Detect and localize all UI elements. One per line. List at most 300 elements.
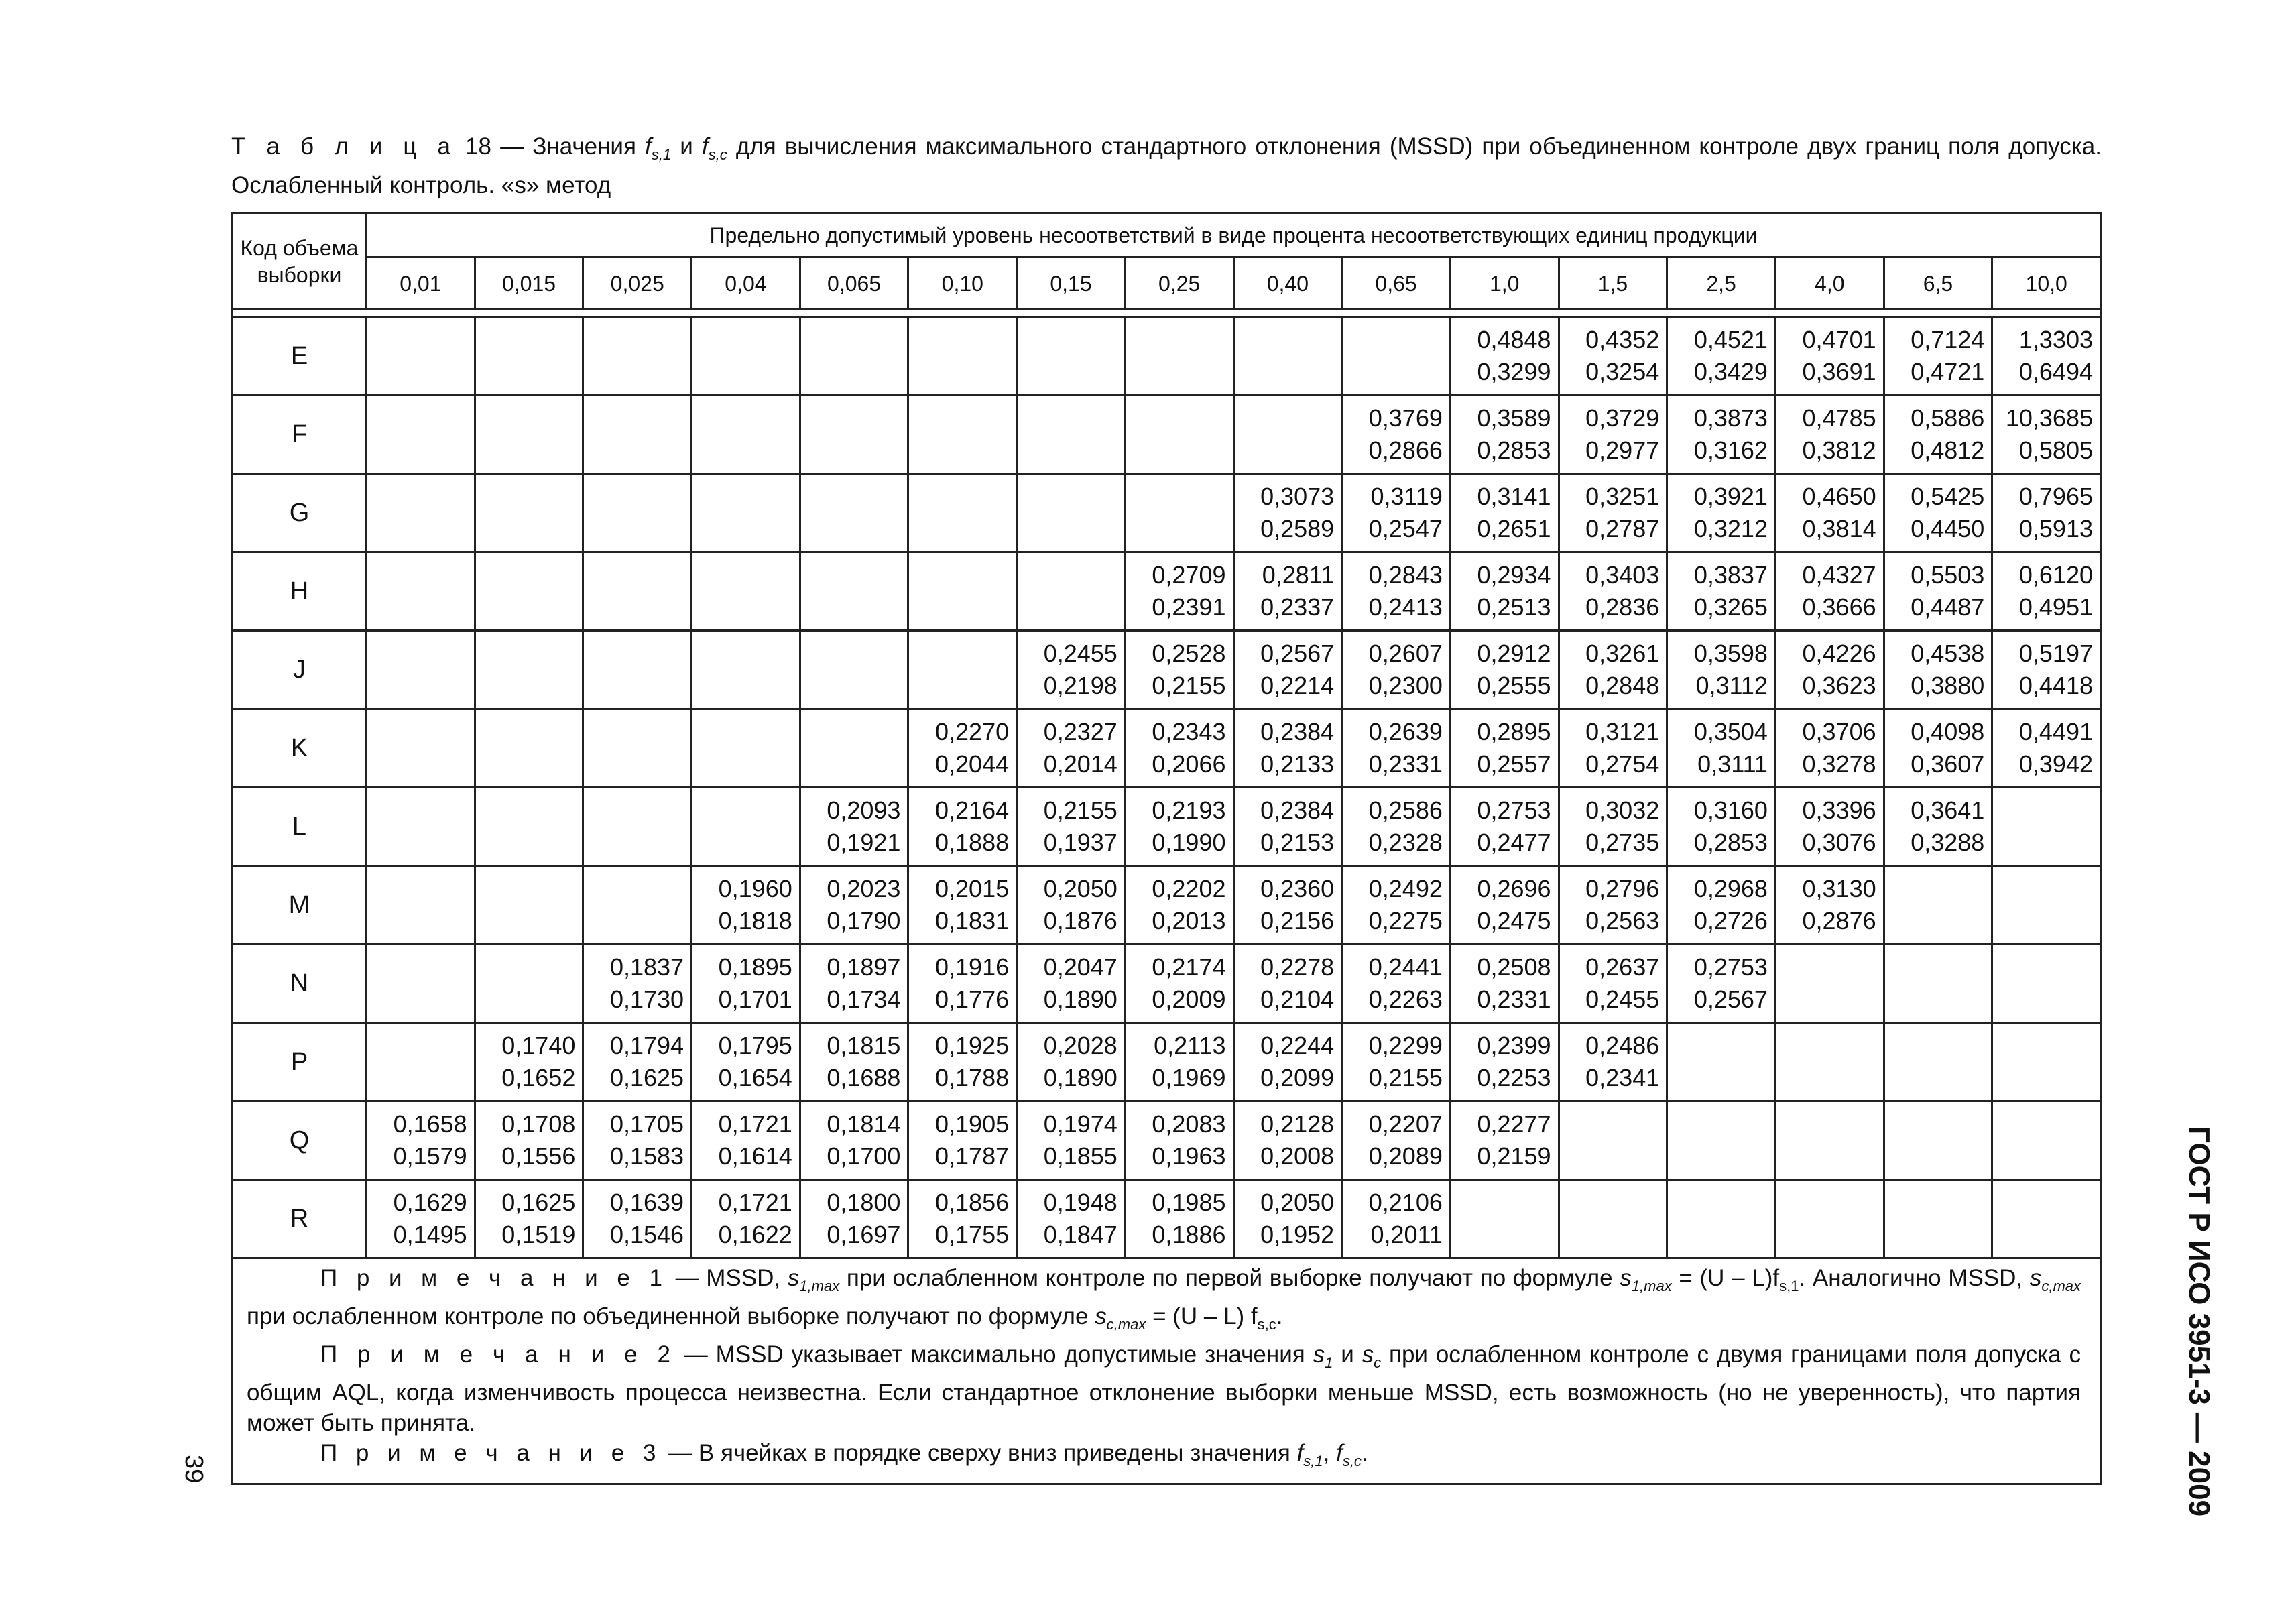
table-row [233,1101,2101,1180]
table-cell [1775,866,1884,945]
value-fsc: 0,3666 [1802,593,1876,621]
value-fs1: 0,4701 [1802,326,1876,353]
value-fsc: 0,2153 [1260,829,1335,856]
value-fsc: 0,2547 [1368,515,1443,542]
table-cell [475,631,583,709]
value-fsc: 0,3278 [1802,750,1876,778]
table-cell [908,945,1017,1023]
value-fsc: 0,3942 [2018,750,2093,778]
header-separator-cell [233,310,2101,317]
value-fs1: 0,2277 [1477,1110,1551,1138]
table-cell [1559,317,1667,396]
value-fsc: 0,1622 [718,1221,792,1248]
value-fs1: 0,2492 [1368,875,1443,902]
value-fsc: 0,1831 [935,907,1010,935]
table-cell [475,1023,583,1101]
value-fsc: 0,1876 [1043,907,1117,935]
value-fsc: 0,5913 [2018,515,2093,542]
value-fsc: 0,2475 [1477,907,1551,935]
table-cell [1017,552,1126,631]
table-cell [475,317,583,396]
table-cell [1884,1023,1992,1101]
table-cell [367,396,475,474]
table-cell [1125,1180,1233,1258]
value-fsc: 0,3429 [1693,358,1768,385]
value-fsc: 0,2044 [935,750,1010,778]
table-cell [800,631,908,709]
value-fs1: 0,3598 [1693,640,1768,667]
table-cell [908,396,1017,474]
table-cell [1884,1180,1992,1258]
table-cell [1233,396,1342,474]
value-fs1: 0,2567 [1260,640,1335,667]
value-fsc: 0,1652 [501,1064,576,1091]
table-cell [367,552,475,631]
value-fsc: 0,2300 [1368,672,1443,699]
value-fsc: 0,2455 [1585,985,1660,1013]
value-fsc: 0,2726 [1693,907,1768,935]
value-fsc: 0,3076 [1802,829,1876,856]
value-fs1: 0,2113 [1154,1032,1226,1059]
value-fsc: 0,3162 [1693,436,1768,464]
table-cell [1775,1180,1884,1258]
value-fs1: 0,2796 [1585,875,1660,902]
table-cell [583,1180,692,1258]
value-fsc: 0,2977 [1585,436,1660,464]
table-cell [692,552,800,631]
value-fs1: 0,4650 [1802,483,1876,510]
value-fsc: 0,4721 [1911,358,1985,385]
table-cell [367,1180,475,1258]
value-fsc: 0,3112 [1695,672,1768,699]
table-cell [367,788,475,866]
value-fs1: 0,5886 [1911,404,1985,432]
value-fs1: 0,3641 [1911,796,1985,824]
value-fs1: 0,1740 [501,1032,576,1059]
value-fs1: 0,3121 [1585,718,1660,745]
table-cell [800,1101,908,1180]
value-fs1: 0,7965 [2018,483,2093,510]
table-cell [1667,631,1776,709]
table-cell [692,945,800,1023]
table-cell [1125,474,1233,552]
table-cell [1017,709,1126,788]
table-cell [1450,474,1559,552]
value-fs1: 0,3504 [1693,718,1768,745]
value-fsc: 0,2848 [1585,672,1660,699]
table-cell [367,474,475,552]
table-cell [1559,474,1667,552]
table-cell [908,788,1017,866]
value-fs1: 0,1837 [609,953,684,981]
value-fsc: 0,2328 [1368,829,1443,856]
table-cell [908,474,1017,552]
table-cell [800,1023,908,1101]
group-header: Предельно допустимый уровень несоответствий в виде процента несоответствующих единиц продукции [367,213,2101,257]
table-cell [908,1023,1017,1101]
code-column-header: Код объема выборки [233,213,367,310]
aql-header-row [233,257,2101,310]
value-fs1: 0,4848 [1477,326,1551,353]
value-fsc: 0,2513 [1477,593,1551,621]
table-cell [1884,945,1992,1023]
value-fsc: 0,1495 [393,1221,467,1248]
table-cell [1342,1101,1451,1180]
table-cell [583,317,692,396]
table-cell [1125,1101,1233,1180]
table-row [233,474,2101,552]
table-cell [1775,788,1884,866]
value-fsc: 0,2156 [1260,907,1335,935]
table-cell [1775,1101,1884,1180]
table-cell [908,631,1017,709]
table-cell [1667,474,1776,552]
value-fs1: 0,6120 [2018,561,2093,589]
table-row [233,709,2101,788]
table-cell [1559,709,1667,788]
value-fsc: 0,2214 [1260,672,1335,699]
table-cell [583,552,692,631]
value-fsc: 0,3299 [1477,358,1551,385]
value-fs1: 0,2486 [1585,1032,1660,1059]
table-cell [583,474,692,552]
value-fsc: 0,1556 [501,1142,576,1170]
value-fs1: 0,1658 [393,1110,467,1138]
value-fsc: 0,2567 [1693,985,1768,1013]
value-fsc: 0,2866 [1368,436,1443,464]
value-fsc: 0,2104 [1260,985,1335,1013]
table-cell [1775,945,1884,1023]
value-fs1: 0,4785 [1802,404,1876,432]
value-fs1: 0,2128 [1260,1110,1335,1138]
aql-header-cell: 1,5 [1559,257,1667,310]
value-fsc: 0,2331 [1477,985,1551,1013]
value-fsc: 0,2853 [1693,829,1768,856]
table-cell [800,1180,908,1258]
aql-header-cell: 0,01 [367,257,475,310]
value-fsc: 0,2275 [1368,907,1443,935]
value-fs1: 0,1856 [935,1189,1010,1216]
value-fs1: 0,1974 [1043,1110,1117,1138]
value-fsc: 0,1625 [609,1064,684,1091]
value-fs1: 0,2023 [827,875,901,902]
table-cell [1992,788,2101,866]
value-fs1: 0,3261 [1585,640,1660,667]
table-cell [1233,1023,1342,1101]
value-fs1: 0,2895 [1477,718,1551,745]
table-cell [1667,1101,1776,1180]
value-fs1: 0,2047 [1043,953,1117,981]
value-fs1: 0,2083 [1152,1110,1226,1138]
table-cell [1450,631,1559,709]
value-fsc: 0,2198 [1043,672,1117,699]
table-cell [1992,396,2101,474]
value-fsc: 0,1697 [827,1221,901,1248]
sample-size-code: K [233,709,367,788]
value-fs1: 0,2934 [1477,561,1551,589]
caption-text-before: 18 — Значения [465,133,636,160]
value-fsc: 0,1847 [1043,1221,1117,1248]
value-fs1: 0,2639 [1368,718,1443,745]
value-fsc: 0,1963 [1152,1142,1226,1170]
table-cell [800,945,908,1023]
table-cell [475,552,583,631]
table-cell [1342,552,1451,631]
value-fs1: 0,3921 [1693,483,1768,510]
table-cell [1450,396,1559,474]
table-cell [1342,788,1451,866]
value-fsc: 0,2013 [1152,907,1226,935]
aql-header-cell: 0,25 [1125,257,1233,310]
table-cell [583,709,692,788]
value-fsc: 0,4487 [1911,593,1985,621]
value-fs1: 0,2270 [935,718,1010,745]
table-cell [367,945,475,1023]
value-fs1: 0,2399 [1477,1032,1551,1059]
value-fs1: 0,2843 [1368,561,1443,589]
table-cell [1233,1101,1342,1180]
value-fsc: 0,2413 [1368,593,1443,621]
table-cell [1342,709,1451,788]
table-cell [1017,866,1126,945]
table-cell [1884,631,1992,709]
table-cell [1992,631,2101,709]
value-fsc: 0,1952 [1260,1221,1335,1248]
table-cell [1450,709,1559,788]
notes-section [231,1259,2102,1485]
value-fsc: 0,1755 [935,1221,1010,1248]
table-cell [367,1101,475,1180]
sample-size-code: R [233,1180,367,1258]
value-fs1: 1,3303 [2018,326,2093,353]
sample-size-code: J [233,631,367,709]
value-fsc: 0,2555 [1477,672,1551,699]
table-cell [1125,552,1233,631]
table-row [233,631,2101,709]
value-fsc: 0,3623 [1802,672,1876,699]
sample-size-code: F [233,396,367,474]
table-cell [1017,396,1126,474]
table-cell [1017,1101,1126,1180]
value-fsc: 0,2155 [1368,1064,1443,1091]
value-fsc: 0,2836 [1585,593,1660,621]
value-fsc: 0,2099 [1260,1064,1335,1091]
sample-size-code: N [233,945,367,1023]
value-fs1: 0,1639 [609,1189,684,1216]
table-cell [1884,396,1992,474]
value-fs1: 0,2155 [1043,796,1117,824]
table-cell [692,1180,800,1258]
value-fsc: 0,2876 [1802,907,1876,935]
value-fsc: 0,1937 [1043,829,1117,856]
value-fsc: 0,2263 [1368,985,1443,1013]
table-cell [1342,945,1451,1023]
value-fs1: 0,2528 [1152,640,1226,667]
caption-label: Т а б л и ц а [231,133,457,160]
table-cell [583,396,692,474]
table-cell [1017,631,1126,709]
table-cell [1559,1180,1667,1258]
value-fs1: 0,2299 [1368,1032,1443,1059]
value-fs1: 0,1705 [609,1110,684,1138]
table-cell [1667,396,1776,474]
value-fsc: 0,2133 [1260,750,1335,778]
table-cell [908,709,1017,788]
table-cell [1667,945,1776,1023]
header-separator [233,310,2101,317]
table-cell [1125,396,1233,474]
value-fsc: 0,2853 [1477,436,1551,464]
table-caption [231,131,2102,201]
value-fs1: 0,3589 [1477,404,1551,432]
value-fsc: 0,2009 [1152,985,1226,1013]
value-fsc: 0,2014 [1043,750,1117,778]
table-cell [1775,631,1884,709]
table-cell [583,945,692,1023]
value-fs1: 0,5503 [1911,561,1985,589]
table-cell [1233,945,1342,1023]
table-row [233,788,2101,866]
aql-header-cell: 1,0 [1450,257,1559,310]
value-fsc: 0,2011 [1370,1221,1443,1248]
value-fs1: 0,2753 [1477,796,1551,824]
value-fs1: 0,2193 [1152,796,1226,824]
value-fs1: 0,1897 [827,953,901,981]
value-fsc: 0,1969 [1152,1064,1226,1091]
value-fs1: 0,2912 [1477,640,1551,667]
aql-header-cell: 0,015 [475,257,583,310]
table-cell [1667,709,1776,788]
table-cell [1667,788,1776,866]
value-fsc: 0,4418 [2018,672,2093,699]
table-cell [1992,552,2101,631]
table-cell [475,396,583,474]
sample-size-code: Q [233,1101,367,1180]
table-cell [367,1023,475,1101]
value-fs1: 0,2384 [1260,718,1335,745]
aql-header-cell: 0,40 [1233,257,1342,310]
value-fsc: 0,2155 [1152,672,1226,699]
value-fsc: 0,1788 [935,1064,1010,1091]
table-cell [475,1101,583,1180]
value-fsc: 0,1688 [827,1064,901,1091]
table-cell [800,709,908,788]
table-cell [1559,552,1667,631]
sample-size-code: M [233,866,367,945]
table-cell [475,945,583,1023]
table-cell [692,866,800,945]
value-fsc: 0,2066 [1152,750,1226,778]
value-fs1: 0,2360 [1260,875,1335,902]
value-fs1: 0,2164 [935,796,1010,824]
standard-designation: ГОСТ Р ИСО 3951-3 — 2009 [2183,1126,2216,1517]
table-cell [1017,317,1126,396]
table-cell [1450,945,1559,1023]
value-fsc: 0,1614 [718,1142,792,1170]
table-cell [1017,1023,1126,1101]
table-cell [1559,396,1667,474]
table-cell [1125,709,1233,788]
value-fs1: 0,1925 [935,1032,1010,1059]
table-cell [1342,866,1451,945]
table-cell [1559,1101,1667,1180]
value-fsc: 0,3691 [1802,358,1876,385]
value-fsc: 0,2787 [1585,515,1660,542]
table-cell [1233,317,1342,396]
table-cell [1667,866,1776,945]
table-cell [1992,709,2101,788]
value-fsc: 0,3288 [1911,829,1985,856]
table-row [233,945,2101,1023]
value-fsc: 0,6494 [2018,358,2093,385]
table-cell [908,866,1017,945]
value-fs1: 0,3729 [1585,404,1660,432]
value-fs1: 0,2244 [1260,1032,1335,1059]
value-fs1: 0,2050 [1043,875,1117,902]
sample-size-code: P [233,1023,367,1101]
table-cell [692,396,800,474]
value-fsc: 0,2159 [1477,1142,1551,1170]
table-cell [1125,788,1233,866]
value-fsc: 0,1787 [935,1142,1010,1170]
table-cell [1017,1180,1126,1258]
table-cell [1233,474,1342,552]
table-cell [583,788,692,866]
value-fs1: 0,1895 [718,953,792,981]
value-fs1: 0,4491 [2018,718,2093,745]
value-fs1: 0,1721 [718,1189,792,1216]
table-cell [583,1101,692,1180]
value-fsc: 0,1654 [718,1064,792,1091]
table-cell [1017,474,1126,552]
table-cell [475,474,583,552]
value-fs1: 0,4226 [1802,640,1876,667]
table-cell [1450,866,1559,945]
table-cell [1342,474,1451,552]
table-cell [1559,866,1667,945]
table-cell [1559,631,1667,709]
value-fs1: 0,2607 [1368,640,1443,667]
value-fs1: 0,2015 [935,875,1010,902]
table-cell [1233,866,1342,945]
value-fs1: 0,7124 [1911,326,1985,353]
value-fsc: 0,2341 [1585,1064,1660,1091]
value-fs1: 0,2696 [1477,875,1551,902]
value-fsc: 0,3607 [1911,750,1985,778]
table-cell [1559,788,1667,866]
table-row [233,1180,2101,1258]
aql-header-cell: 0,025 [583,257,692,310]
value-fs1: 0,2343 [1152,718,1226,745]
value-fs1: 0,2174 [1152,953,1226,981]
caption-text-after: для вычисления максимального стандартного отклонения (MSSD) при объединенном контроле двух границ поля допуска. Ослабленный контроль. «s» метод [231,133,2102,198]
value-fs1: 0,3130 [1802,875,1876,902]
table-cell [475,788,583,866]
table-cell [1667,1180,1776,1258]
table-cell [1125,631,1233,709]
value-fs1: 0,2753 [1693,953,1768,981]
value-fsc: 0,1886 [1152,1221,1226,1248]
value-fsc: 0,2253 [1477,1064,1551,1091]
value-fs1: 0,2586 [1368,796,1443,824]
aql-header-cell: 6,5 [1884,257,1992,310]
value-fsc: 0,3814 [1802,515,1876,542]
value-fs1: 0,1794 [609,1032,684,1059]
table-cell [1233,709,1342,788]
value-fs1: 0,3073 [1260,483,1335,510]
value-fsc: 0,1701 [718,985,792,1013]
table-cell [1125,317,1233,396]
